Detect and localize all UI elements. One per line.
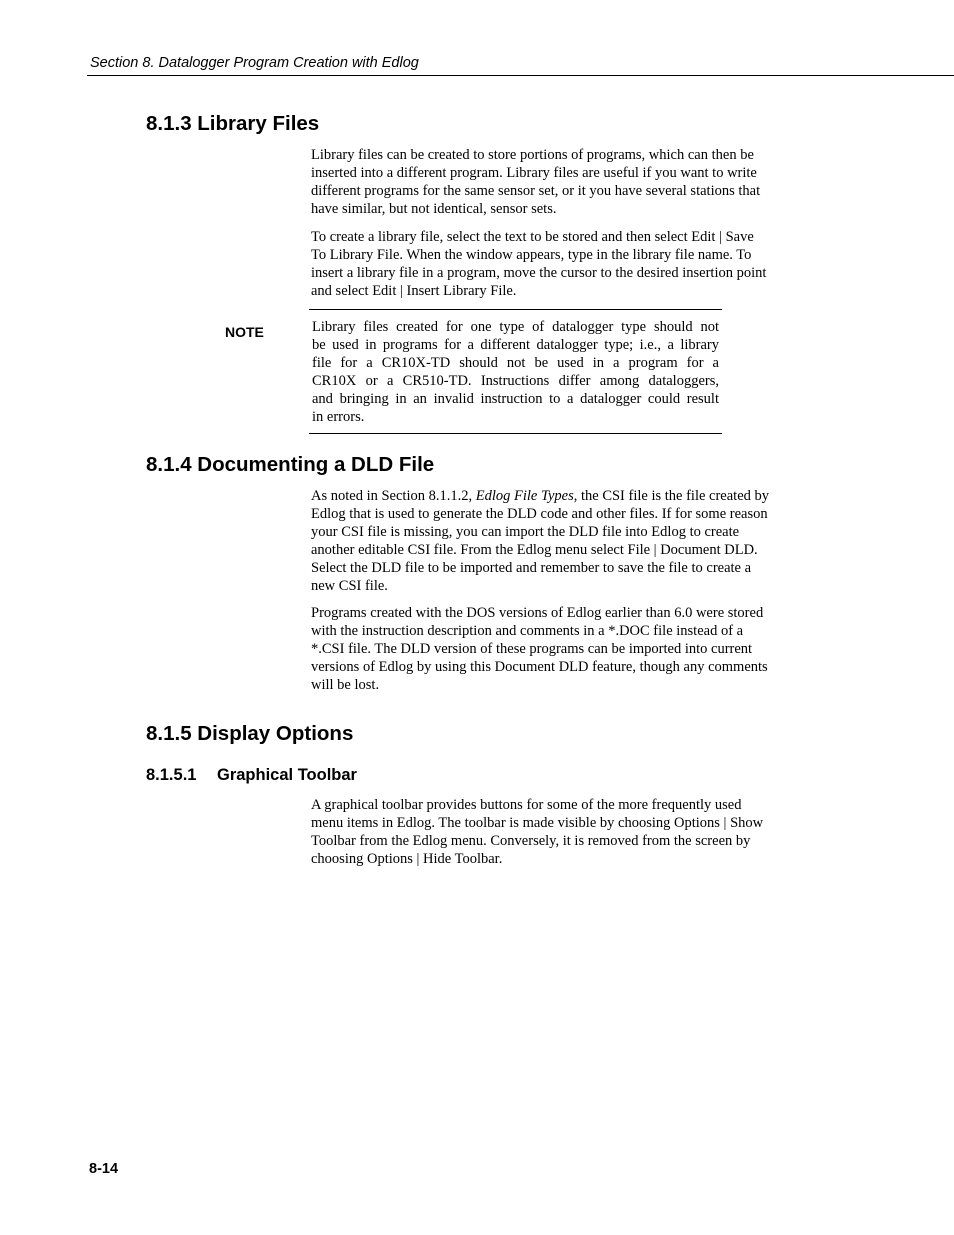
heading-graphical-toolbar (146, 766, 357, 785)
heading-display-options: 8.1.5 Display Options (146, 722, 354, 745)
text-line: *.CSI file. The DLD version of these programs can be imported into current (311, 641, 753, 657)
text-line: To Library File. When the window appears, type in the library file name. To (311, 247, 752, 263)
note-top-rule (309, 309, 722, 310)
text-line: will be lost. (311, 677, 380, 693)
text-line: have similar, but not identical, sensor sets. (311, 201, 557, 217)
note-bottom-rule (309, 433, 722, 434)
header-rule (87, 75, 954, 76)
text-line: Programs created with the DOS versions of Edlog earlier than 6.0 were stored (311, 605, 764, 621)
text-line: menu items in Edlog. The toolbar is made visible by choosing Options | Show (311, 815, 764, 831)
text-run: , the CSI file is the file created by (573, 488, 770, 504)
text-line: Toolbar from the Edlog menu. Conversely, it is removed from the screen by (311, 833, 751, 849)
note-line: Library files created for one type of datalogger type should not (312, 319, 719, 335)
text-line: Edlog that is used to generate the DLD code and other files. If for some reason (311, 506, 768, 522)
text-line: choosing Options | Hide Toolbar. (311, 851, 503, 867)
text-run: As noted in Section 8.1.1.2, (311, 488, 476, 504)
text-line: with the instruction description and comments in a *.DOC file instead of a (311, 623, 744, 639)
text-line: new CSI file. (311, 578, 388, 594)
text-line: inserted into a different program. Library files are useful if you want to write (311, 165, 757, 181)
running-header: Section 8. Datalogger Program Creation with Edlog (90, 55, 419, 71)
text-line: your CSI file is missing, you can import the DLD file into Edlog to create (311, 524, 740, 540)
text-line: To create a library file, select the text to be stored and then select Edit | Save (311, 229, 754, 245)
text-line: and select Edit | Insert Library File. (311, 283, 517, 299)
text-line: different programs for the same sensor set, or it you have several stations that (311, 183, 761, 199)
note-line: file for a CR10X-TD should not be used in a program for a (312, 355, 719, 371)
text-line: insert a library file in a program, move the cursor to the desired insertion point (311, 265, 767, 281)
heading-documenting-dld: 8.1.4 Documenting a DLD File (146, 453, 435, 476)
text-line: versions of Edlog by using this Document DLD feature, though any comments (311, 659, 768, 675)
text-line: Select the DLD file to be imported and remember to save the file to create a (311, 560, 752, 576)
note-line: and bringing in an invalid instruction to a datalogger could result (312, 391, 719, 407)
page-number: 8-14 (89, 1161, 119, 1177)
text-line (311, 487, 769, 505)
note-label: NOTE (225, 324, 264, 340)
text-line: Library files can be created to store portions of programs, which can then be (311, 147, 754, 163)
text-line: another editable CSI file. From the Edlog menu select File | Document DLD. (311, 542, 758, 558)
heading-library-files: 8.1.3 Library Files (146, 112, 320, 135)
subsection-number: 8.1.5.1 (146, 766, 197, 784)
note-line: in errors. (312, 409, 365, 425)
note-line: CR10X or a CR510-TD. Instructions differ among dataloggers, (312, 373, 719, 389)
italic-reference: Edlog File Types (475, 488, 574, 504)
subsection-title: Graphical Toolbar (217, 766, 357, 784)
note-line: be used in programs for a different datalogger type; i.e., a library (312, 337, 719, 353)
text-line: A graphical toolbar provides buttons for some of the more frequently used (311, 797, 742, 813)
